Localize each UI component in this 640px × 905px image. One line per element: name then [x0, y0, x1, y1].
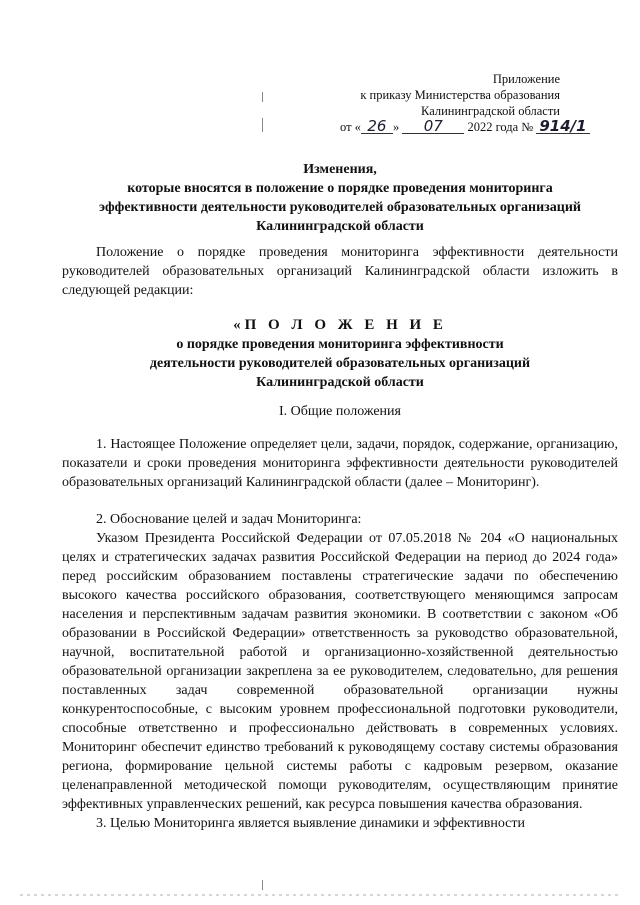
- regulation-heading-line: «П О Л О Ж Е Н И Е: [233, 317, 447, 333]
- appendix-date-line: [340, 117, 587, 135]
- appendix-block: [340, 71, 587, 135]
- section-title: I. Общие положения: [279, 404, 401, 419]
- changes-title: [40, 160, 640, 236]
- regulation-heading-line: о порядке проведения мониторинга эффективности: [176, 337, 504, 352]
- date-day-handwritten: 26: [361, 119, 393, 134]
- regulation-heading-line: Калининградской области: [256, 375, 424, 390]
- scan-mark: [262, 92, 263, 102]
- date-month-handwritten: 07: [402, 119, 464, 134]
- date-prefix: от «: [340, 120, 361, 134]
- scan-mark: [262, 118, 263, 132]
- regulation-heading: [40, 316, 640, 392]
- regulation-heading-line: деятельности руководителей образовательных организаций: [149, 356, 531, 371]
- intro-paragraph: Положение о порядке проведения мониторинга эффективности деятельности руководителей образовательных организаций Калининградской области изложить в следующей редакции:: [62, 245, 618, 298]
- date-year: 2022 года №: [467, 120, 534, 134]
- paragraph-1: 1. Настоящее Положение определяет цели, задачи, порядок, содержание, организацию, показатели и сроки проведения мониторинга эффективности деятельности руководителей образовательных организаций Калининградской области (далее – Мониторинг).: [62, 437, 618, 490]
- order-number-handwritten: 914/1: [536, 119, 589, 134]
- title-line: которые вносятся в положение о порядке проведения мониторинга: [127, 181, 553, 196]
- appendix-label: Приложение: [492, 72, 560, 86]
- title-line: Изменения,: [303, 162, 377, 177]
- paragraph-4: 3. Целью Мониторинга является выявление динамики и эффективности: [96, 816, 526, 831]
- title-line: Калининградской области: [256, 219, 424, 234]
- paragraph-2: 2. Обоснование целей и задач Мониторинга:: [96, 512, 362, 527]
- appendix-region: Калининградской области: [421, 104, 560, 118]
- date-day-suffix: »: [392, 120, 400, 134]
- scan-mark: [262, 880, 263, 890]
- appendix-order-ref: к приказу Министерства образования: [360, 88, 560, 102]
- scan-footer-noise: [20, 894, 620, 896]
- title-line: эффективности деятельности руководителей образовательных организаций: [99, 200, 581, 215]
- paragraph-3: Указом Президента Российской Федерации от 07.05.2018 № 204 «О национальных целях и стратегических задачах развития Российской Федерации на период до 2024 года» перед российским образованием поставлены стратегические задачи по обеспечению высокого качества российского образования, соответствующего меняющимся запросам населения и перспективным задачам развития экономики. В соответствии с законом «Об образовании в Российской Федерации» ответственность за руководство образовательной, научной, воспитательной работой и организационно-хозяйственной деятельностью образовательной организации закреплена за ее руководителем, следовательно, для решения поставленных задач современной образовательной организации нужны конкурентоспособные, с высоким уровнем профессиональной подготовки руководители, способные ответственно и профессионально действовать в современных условиях. Мониторинг обеспечит единство требований к руководящему составу системы образования региона, формирование цельной системы работы с кадровым резервом, оказание целенаправленной методической помощи руководителям, осуществляющим принятие эффективных управленческих решений, как ресурса повышения качества образования.: [62, 531, 618, 812]
